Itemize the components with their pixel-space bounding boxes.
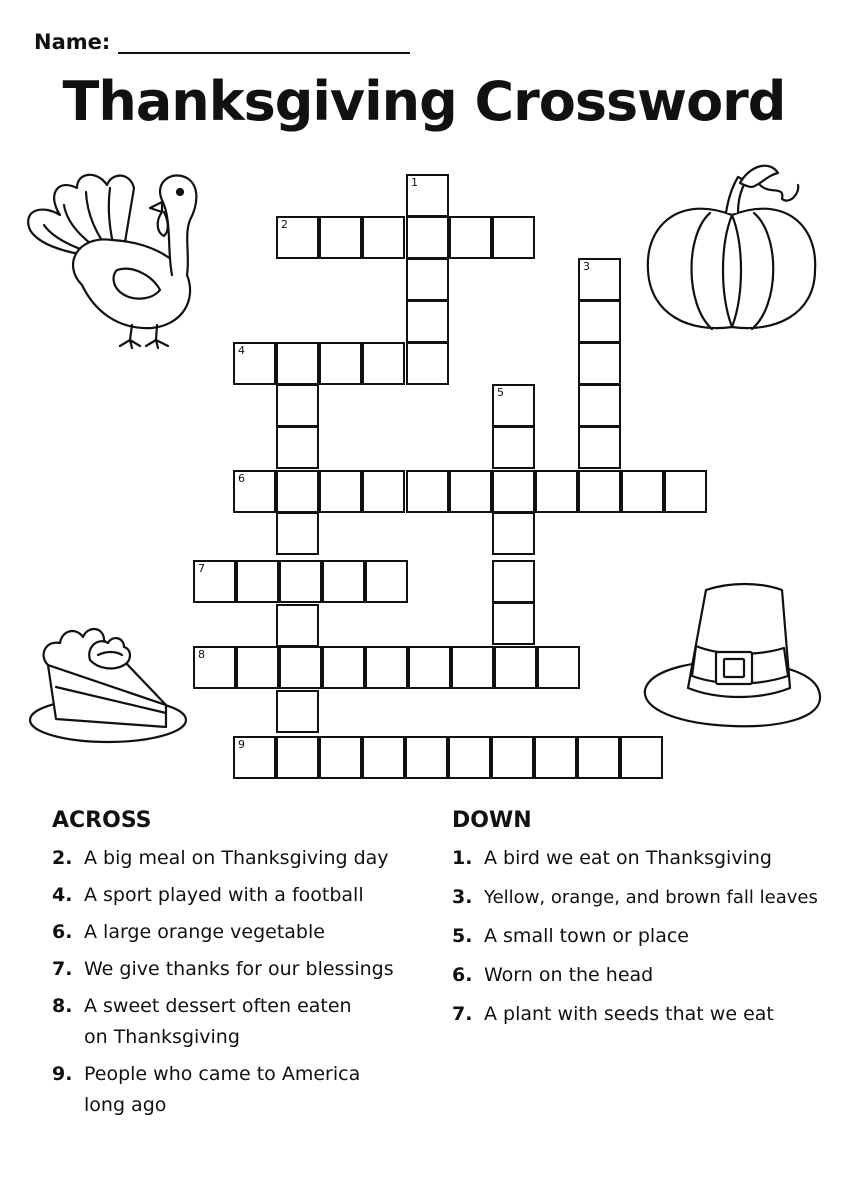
crossword-cell[interactable] xyxy=(492,384,535,427)
crossword-cell[interactable] xyxy=(362,216,405,259)
clue-number: 4 xyxy=(238,344,245,357)
crossword-cell[interactable] xyxy=(492,560,535,603)
clue-number: 7. xyxy=(452,1003,473,1025)
list-item xyxy=(52,1059,412,1121)
crossword-cell[interactable] xyxy=(365,646,408,689)
across-clues xyxy=(52,808,412,1127)
crossword-cell[interactable] xyxy=(577,736,620,779)
list-item xyxy=(52,880,412,911)
crossword-cell[interactable] xyxy=(578,426,621,469)
list-item xyxy=(52,917,412,948)
clue-number: 7 xyxy=(198,562,205,575)
clue-number: 6. xyxy=(52,921,73,943)
crossword-cell[interactable] xyxy=(534,736,577,779)
clue-text: A small town or place xyxy=(484,925,689,947)
crossword-cell[interactable] xyxy=(578,470,621,513)
crossword-cell[interactable] xyxy=(406,258,449,301)
crossword-cell[interactable] xyxy=(451,646,494,689)
crossword-cell[interactable] xyxy=(322,646,365,689)
crossword-cell[interactable] xyxy=(578,300,621,343)
clue-text: A sweet dessert often eaten on Thanksgiving xyxy=(84,995,352,1048)
clue-number: 3 xyxy=(583,260,590,273)
clue-number: 3. xyxy=(452,886,473,908)
crossword-cell[interactable] xyxy=(362,342,405,385)
crossword-cell[interactable] xyxy=(233,736,276,779)
crossword-cell[interactable] xyxy=(494,646,537,689)
crossword-cell[interactable] xyxy=(406,300,449,343)
crossword-cell[interactable] xyxy=(233,342,276,385)
down-clues xyxy=(452,808,838,1038)
crossword-cell[interactable] xyxy=(276,512,319,555)
crossword-cell[interactable] xyxy=(408,646,451,689)
down-heading: DOWN xyxy=(452,808,532,833)
clue-text: A sport played with a football xyxy=(84,884,364,906)
list-item xyxy=(452,843,838,874)
crossword-cell[interactable] xyxy=(492,216,535,259)
clue-text: Worn on the head xyxy=(484,964,654,986)
clue-number: 5. xyxy=(452,925,473,947)
crossword-cell[interactable] xyxy=(406,342,449,385)
name-label: Name: xyxy=(34,30,111,54)
crossword-cell[interactable] xyxy=(406,216,449,259)
crossword-cell[interactable] xyxy=(276,426,319,469)
list-item xyxy=(452,960,838,991)
clue-number: 5 xyxy=(497,386,504,399)
clue-number: 8. xyxy=(52,995,73,1017)
clue-text: People who came to America long ago xyxy=(84,1063,361,1116)
across-heading: ACROSS xyxy=(52,808,152,833)
crossword-cell[interactable] xyxy=(319,470,362,513)
crossword-cell[interactable] xyxy=(491,736,534,779)
crossword-cell[interactable] xyxy=(276,470,319,513)
crossword-cell[interactable] xyxy=(279,646,322,689)
crossword-cell[interactable] xyxy=(406,174,449,217)
crossword-cell[interactable] xyxy=(362,470,405,513)
crossword-cell[interactable] xyxy=(236,646,279,689)
crossword-cell[interactable] xyxy=(578,258,621,301)
clue-number: 2. xyxy=(52,847,73,869)
crossword-cell[interactable] xyxy=(492,602,535,645)
clue-number: 1 xyxy=(411,176,418,189)
crossword-cell[interactable] xyxy=(492,470,535,513)
clue-text: A large orange vegetable xyxy=(84,921,325,943)
page-title: Thanksgiving Crossword xyxy=(62,70,786,133)
crossword-cell[interactable] xyxy=(193,646,236,689)
crossword-cell[interactable] xyxy=(276,736,319,779)
clue-text: A bird we eat on Thanksgiving xyxy=(484,847,772,869)
clue-number: 2 xyxy=(281,218,288,231)
clue-number: 9 xyxy=(238,738,245,751)
crossword-cell[interactable] xyxy=(236,560,279,603)
crossword-cell[interactable] xyxy=(233,470,276,513)
crossword-cell[interactable] xyxy=(578,342,621,385)
clue-text: Yellow, orange, and brown fall leaves xyxy=(484,887,818,908)
crossword-cell[interactable] xyxy=(319,342,362,385)
crossword-cell[interactable] xyxy=(365,560,408,603)
crossword-cell[interactable] xyxy=(578,384,621,427)
crossword-cell[interactable] xyxy=(276,384,319,427)
clue-number: 7. xyxy=(52,958,73,980)
crossword-cell[interactable] xyxy=(537,646,580,689)
crossword-cell[interactable] xyxy=(449,470,492,513)
crossword-cell[interactable] xyxy=(492,426,535,469)
clue-number: 6 xyxy=(238,472,245,485)
crossword-cell[interactable] xyxy=(193,560,236,603)
crossword-cell[interactable] xyxy=(322,560,365,603)
clue-number: 6. xyxy=(452,964,473,986)
crossword-cell[interactable] xyxy=(319,736,362,779)
clue-number: 8 xyxy=(198,648,205,661)
crossword-cell[interactable] xyxy=(276,604,319,647)
list-item xyxy=(52,954,412,985)
crossword-cell[interactable] xyxy=(405,736,448,779)
crossword-cell[interactable] xyxy=(449,216,492,259)
clue-text: A plant with seeds that we eat xyxy=(484,1003,774,1025)
crossword-cell[interactable] xyxy=(492,512,535,555)
list-item xyxy=(452,921,838,952)
list-item xyxy=(52,843,412,874)
clue-number: 9. xyxy=(52,1063,73,1085)
crossword-cell[interactable] xyxy=(276,342,319,385)
clue-number: 4. xyxy=(52,884,73,906)
crossword-cell[interactable] xyxy=(621,470,664,513)
crossword-cell[interactable] xyxy=(664,470,707,513)
crossword-cell[interactable] xyxy=(276,216,319,259)
clue-text: A big meal on Thanksgiving day xyxy=(84,847,389,869)
crossword-cell[interactable] xyxy=(620,736,663,779)
crossword-cell[interactable] xyxy=(448,736,491,779)
crossword-cell[interactable] xyxy=(362,736,405,779)
crossword-cell[interactable] xyxy=(276,690,319,733)
list-item xyxy=(452,999,838,1030)
clue-text: We give thanks for our blessings xyxy=(84,958,394,980)
list-item xyxy=(52,991,412,1053)
crossword-cell[interactable] xyxy=(279,560,322,603)
crossword-cell[interactable] xyxy=(406,470,449,513)
crossword-cell[interactable] xyxy=(319,216,362,259)
list-item xyxy=(452,882,838,913)
crossword-cell[interactable] xyxy=(535,470,578,513)
clue-number: 1. xyxy=(452,847,473,869)
